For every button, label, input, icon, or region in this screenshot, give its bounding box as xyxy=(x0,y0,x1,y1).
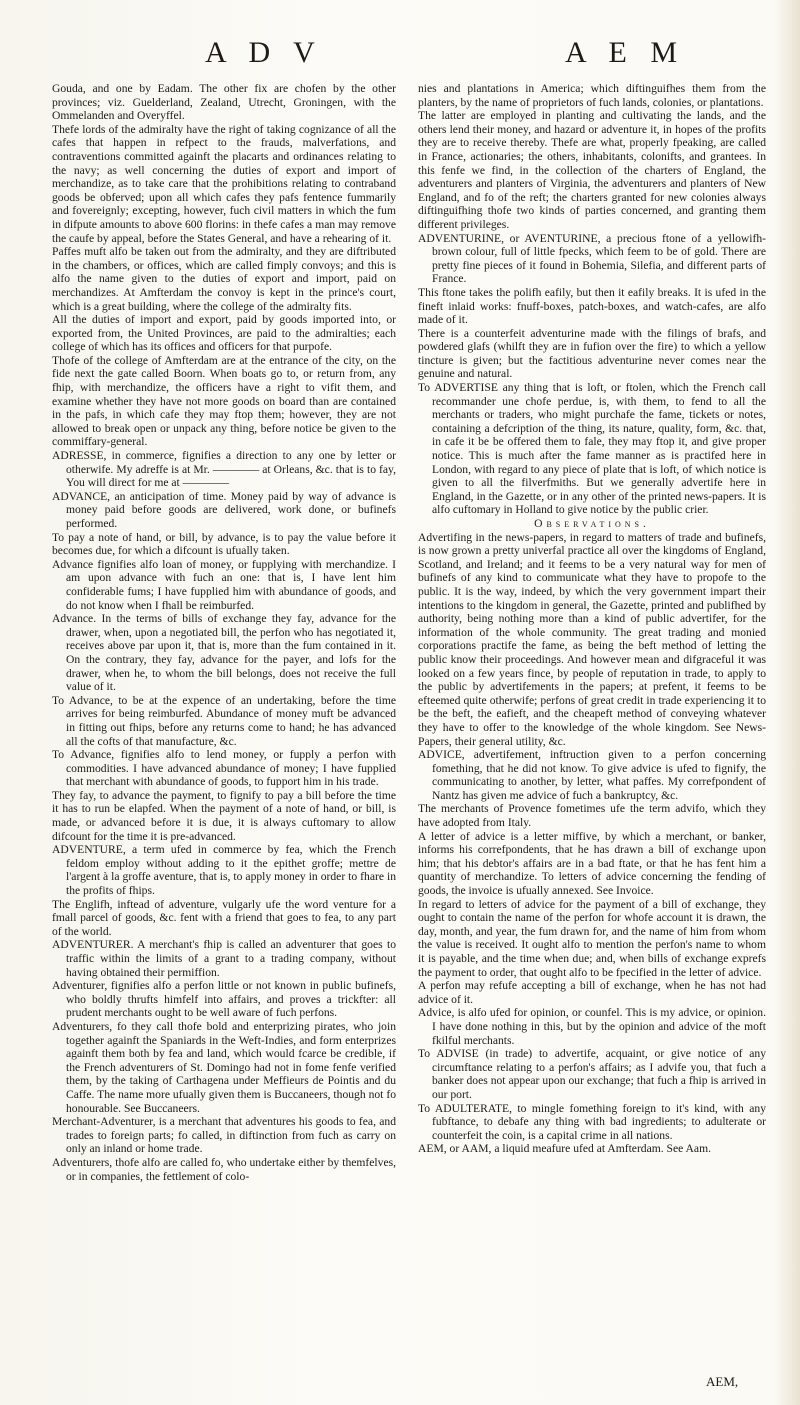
entry-advance-bills: Advance. In the terms of bills of exchange they fay, advance for the drawer, when, upon a negotiated bill, the perfon who has negotiated it, receives above par upon it, that is, more than the fum contained in it. On the contrary, they fay, advance for the payer, and lofs for the drawer, when he, to whom the bill belongs, does not receive the full value of it. xyxy=(52,612,396,694)
paragraph: The latter are employed in planting and cultivating the lands, and the others lend their money, and hazard or adventure it, in hopes of the profits they are to receive thereby. Thefe are what, properly fpeaking, are called in France, actionaries; the others, inhabitants, colonifts, and grantees. In this fenfe we find, in the collection of the charters of England, the adventurers and planters of Virginia, the adventurers and planters of New England, and fo of the reft; the charters granted for new colonies always diftinguifhing thofe two kinds of parties concerned, and granting them different privileges. xyxy=(418,109,766,231)
entry-adulterate: To ADULTERATE, to mingle fomething foreign to it's kind, with any fubftance, to debafe any thing with bad ingredients; to adulterate or counterfeit the coin, is a capital crime in all nations. xyxy=(418,1101,766,1142)
paragraph: All the duties of import and export, paid by goods imported into, or exported from, the United Provinces, are paid to the admiralties; each college of which has its offices and officers for that purpofe. xyxy=(52,313,396,354)
paragraph: There is a counterfeit adventurine made with the filings of brafs, and powdered glafs (whilft they are in fufion over the fire) to which a yellow tincture is given; but the factitious adventurine never comes near the genuine and natural. xyxy=(418,326,766,381)
header-right-word: A E M xyxy=(565,36,686,69)
paragraph: The merchants of Provence fometimes ufe the term advifo, which they have adopted from Italy. xyxy=(418,802,766,830)
entry-adventurine: ADVENTURINE, or AVENTURINE, a precious ftone of a yellowifh-brown colour, full of little fpecks, which feem to be of gold. There are pretty fine pieces of it found in Bohemia, Silefia, and different parts of France. xyxy=(418,231,766,286)
paragraph: A letter of advice is a letter miffive, by which a merchant, or banker, informs his correfpondents, that he has drawn a bill of exchange upon him; that his debtor's affairs are in a bad ftate, or that he has fent him a quantity of merchandize. To letters of advice concerning the fending of goods, the invoice is ufually annexed. See Invoice. xyxy=(418,829,766,898)
entry-adventurers-colonies: Adventurers, thofe alfo are called fo, who undertake either by themfelves, or in companies, the fettlement of colo- xyxy=(52,1155,396,1183)
paragraph: Paffes muft alfo be taken out from the admiralty, and they are diftributed in the chambers, or offices, which are called fimply convoys; and this is alfo the name given to the duties of export and import, paid on merchandizes. At Amfterdam the convoy is kept in the prince's court, which is a great building, where the college of the admiralty fits. xyxy=(52,245,396,313)
entry-advance-loan: Advance fignifies alfo loan of money, or fupplying with merchandize. I am upon advance with fuch an one: that is, I have lent him confiderable fums; I have fupplied him with abundance of goods, and do not know when I fhall be reimburfed. xyxy=(52,557,396,612)
observations-heading: Observations. xyxy=(534,517,650,530)
entry-to-advance: To Advance, to be at the expence of an undertaking, before the time arrives for being reimburfed. Abundance of money muft be advanced in fitting out fhips, before any returns come to hand; he has advanced all the cofts of that manufacture, &c. xyxy=(52,693,396,748)
entry-adventurer: ADVENTURER. A merchant's fhip is called an adventurer that goes to traffic within the limits of a grant to a trading company, without having obtained their permiffion. xyxy=(52,938,396,979)
entry-advise: To ADVISE (in trade) to advertife, acquaint, or give notice of any circumftance relating to a perfon's affairs; as I advife you, that fuch a banker does not appear upon our exchange; that fuch a fhip is arrived in our port. xyxy=(418,1047,766,1101)
entry-merchant-adventurer: Merchant-Adventurer, is a merchant that adventures his goods to fea, and trades to foreign parts; fo called, in diftinction from fuch as carry on only an inland or home trade. xyxy=(52,1115,396,1156)
paragraph: Advertifing in the news-papers, in regard to matters of trade and bufinefs, is now grown a pretty univerfal practice all over the kingdoms of England, Scotland, and Ireland; and it feems to be a very natural way for men of bufinefs of any kind to communicate what they have to propofe to the public. It is the way, indeed, by which the very government impart their intentions to the kingdom in general, the Gazette, printed and publifhed by authority, being nothing more than a kind of public advertifer, for the information of the whole community. The great trading and monied corporations practife the fame, as being the beft method of letting the public know their proceedings. And however mean and difgraceful it was looked on a few years fince, by people of reputation in trade, to apply to the public by advertifements in the papers; at prefent, it feems to be efteemed quite otherwife; perfons of great credit in trade experiencing it to be the beft, the eafieft, and the cheapeft method of conveying whatever they have to offer to the knowledge of the whole kingdom. See News-Papers, their general utility, &c. xyxy=(418,530,766,748)
page-edge-shadow xyxy=(774,0,800,1405)
paragraph: Thofe of the college of Amfterdam are at the entrance of the city, on the fide next the gate called Boorn. When boats go to, or return from, any fhip, with merchandize, the officers have a right to vifit them, and examine whether they have not more goods on board than are contained in the pafs, in which cafe they may ftop them; however, they are not allowed to break open or unpack any thing, before notice be given to the commiffary-general. xyxy=(52,353,396,449)
entry-adventurers-pirates: Adventurers, fo they call thofe bold and enterprizing pirates, who join together againft the Spaniards in the Weft-Indies, and form enterprizes againft them both by fea and land, which would fcarce be credible, if the French adventurers of St. Domingo had not in fome fenfe verified them, by the taking of Carthagena under Meffieurs de Pointis and du Caffe. The name more ufually given them is Buccaneers, though not fo honourable. See Buccaneers. xyxy=(52,1019,396,1115)
entry-adventure: ADVENTURE, a term ufed in commerce by fea, which the French feldom employ without adding to it the epithet groffe; mettre de l'argent à la groffe aventure, that is, to apply money in order to fhare in the profits of fhips. xyxy=(52,843,396,898)
entry-advice: ADVICE, advertifement, inftruction given to a perfon concerning fomething, that he did not know. To give advice is ufed to fignify, the communicating to another, by letter, what paffes. My correfpondent of Nantz has given me advice of fuch a bankruptcy, &c. xyxy=(418,748,766,802)
right-column xyxy=(418,82,766,1156)
paragraph: nies and plantations in America; which diftinguifhes them from the planters, by the name of proprietors of fuch lands, colonies, or plantations. xyxy=(418,82,766,109)
paragraph: Thefe lords of the admiralty have the right of taking cognizance of all the cafes that happen in refpect to the frauds, malverfations, and contraventions committed againft the placarts and ordinances relating to the navy; as well concerning the duties of export and import of merchandize, as to take care that the prohibitions relating to contraband goods be obferved; upon all which cafes they pafs fentence fummarily and fovereignly; excepting, however, fuch civil matters in which the fum in difpute amounts to above 600 florins: in thefe cafes a man may remove the caufe by appeal, before the States General, and have a rehearing of it. xyxy=(52,122,396,245)
paragraph: The Englifh, inftead of adventure, vulgarly ufe the word venture for a fmall parcel of goods, &c. fent with a friend that goes to fea, to any part of the world. xyxy=(52,897,396,938)
paragraph: A perfon may refufe accepting a bill of exchange, when he has not had advice of it. xyxy=(418,979,766,1006)
running-header xyxy=(0,36,800,76)
entry-adventurer-person: Adventurer, fignifies alfo a perfon little or not known in public bufinefs, who boldly thrufts himfelf into affairs, and proves a trickfter: all prudent merchants ought to be well aware of fuch perfons. xyxy=(52,979,396,1020)
entry-advice-opinion: Advice, is alfo ufed for opinion, or counfel. This is my advice, or opinion. I have done nothing in this, but by the opinion and advice of the moft fkilful merchants. xyxy=(418,1006,766,1047)
entry-adresse: ADRESSE, in commerce, fignifies a direction to any one by letter or otherwife. My adreffe is at Mr. ———— at Orleans, &c. that is to fay, You will direct for me at ———— xyxy=(52,449,396,490)
entry-aem: AEM, or AAM, a liquid meafure ufed at Amfterdam. See Aam. xyxy=(418,1142,711,1156)
paragraph: They fay, to advance the payment, to fignify to pay a bill before the time it has to run be elapfed. When the payment of a note of hand, or bill, is made, or advanced before it is due, it is always cuftomary to allow difcount for the time it is pre-advanced. xyxy=(52,788,396,843)
entry-to-advance-lend: To Advance, fignifies alfo to lend money, or fupply a perfon with commodities. I have advanced abundance of money; I have fupplied that merchant with abundance of goods, to fupport him in his trade. xyxy=(52,748,396,789)
paragraph: To pay a note of hand, or bill, by advance, is to pay the value before it becomes due, for which a difcount is ufually taken. xyxy=(52,530,396,558)
catchword: AEM, xyxy=(706,1374,739,1389)
paragraph: In regard to letters of advice for the payment of a bill of exchange, they ought to contain the name of the perfon for whofe account it is drawn, the day, month, and year, the fum drawn for, and the name of him from whom the value is received. It ought alfo to mention the perfon's name to whom it is payable, and the time when due; and, when bills of exchange exprefs the payment to order, that ought alfo to be fpecified in the letter of advice. xyxy=(418,897,766,979)
paragraph: Gouda, and one by Eadam. The other fix are chofen by the other provinces; viz. Guelderland, Zealand, Utrecht, Groningen, with the Ommelanden and Overyffel. xyxy=(52,82,396,123)
entry-advertise: To ADVERTISE any thing that is loft, or ftolen, which the French call recommander une chofe perdue, is, with them, to fend to all the merchants or traders, who might purchafe the fame, tickets or notes, containing a defcription of the thing, its nature, quality, form, &c. that, in cafe it be be offered them to fale, they may ftop it, and give proper notice. This is much after the fame manner as is practifed here in London, with regard to any piece of plate that is loft, of which notice is given to all the filverfmiths. But we generally advertife here in England, in the Gazette, or in any other of the printed news-papers. It is alfo cuftomary in Holland to give notice by the public crier. xyxy=(418,381,766,517)
paragraph: This ftone takes the polifh eafily, but then it eafily breaks. It is ufed in the fineft inlaid works: fnuff-boxes, patch-boxes, and watch-cafes, are alfo made of it. xyxy=(418,285,766,327)
header-left-word: A D V xyxy=(205,36,323,69)
entry-advance: ADVANCE, an anticipation of time. Money paid by way of advance is money paid before goods are delivered, work done, or bufinefs performed. xyxy=(52,489,396,530)
left-column xyxy=(52,82,396,1183)
